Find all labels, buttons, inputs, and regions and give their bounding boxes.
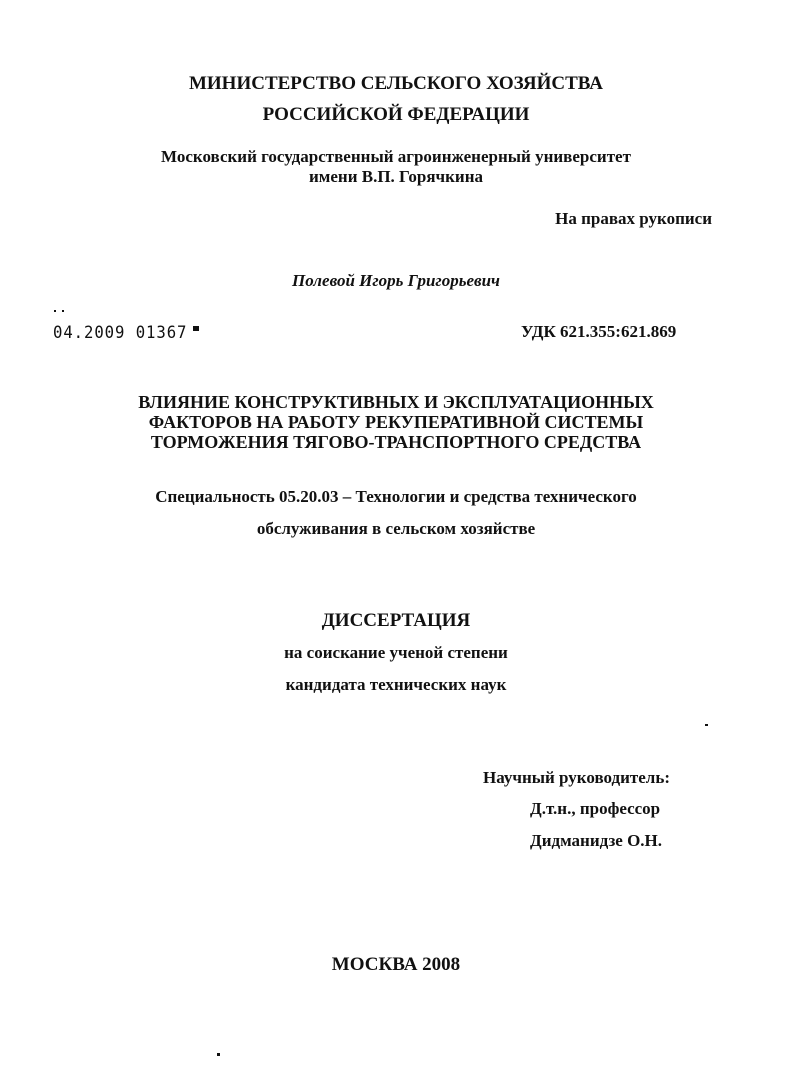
supervisor-degree: Д.т.н., профессор xyxy=(530,799,661,818)
author-name: Полевой Игорь Григорьевич xyxy=(292,271,500,290)
registration-stamp: 04.2009 01367 xyxy=(53,323,188,343)
supervisor-label: Научный руководитель: xyxy=(483,768,670,787)
specialty-line-2: обслуживания в сельском хозяйстве xyxy=(256,519,536,538)
stamp-dots xyxy=(54,310,56,312)
stamp-mark xyxy=(193,326,199,331)
title-line-2: ФАКТОРОВ НА РАБОТУ РЕКУПЕРАТИВНОЙ СИСТЕМЫ xyxy=(148,412,644,432)
degree-line-2: кандидата технических наук xyxy=(285,675,507,694)
degree-line-1: на соискание ученой степени xyxy=(284,643,508,662)
ministry-line-1: МИНИСТЕРСТВО СЕЛЬСКОГО ХОЗЯЙСТВА xyxy=(188,73,604,94)
udc-code: УДК 621.355:621.869 xyxy=(521,322,677,341)
title-line-1: ВЛИЯНИЕ КОНСТРУКТИВНЫХ И ЭКСПЛУАТАЦИОННЫХ xyxy=(138,392,654,412)
university-line-1: Московский государственный агроинженерный университет xyxy=(161,147,631,166)
ministry-line-2: РОССИЙСКОЙ ФЕДЕРАЦИИ xyxy=(262,104,530,125)
university-line-2: имени В.П. Горячкина xyxy=(308,167,484,186)
city-year: МОСКВА 2008 xyxy=(331,954,461,975)
title-line-3: ТОРМОЖЕНИЯ ТЯГОВО-ТРАНСПОРТНОГО СРЕДСТВА xyxy=(150,432,642,452)
stamp-dots-2 xyxy=(62,310,64,312)
specialty-line-1: Специальность 05.20.03 – Технологии и средства технического xyxy=(155,487,637,506)
scan-speck-bottom xyxy=(217,1053,220,1056)
scan-speck xyxy=(705,724,708,726)
supervisor-name: Дидманидзе О.Н. xyxy=(530,831,663,850)
rights-note: На правах рукописи xyxy=(555,209,712,228)
dissertation-heading: ДИССЕРТАЦИЯ xyxy=(321,610,471,631)
